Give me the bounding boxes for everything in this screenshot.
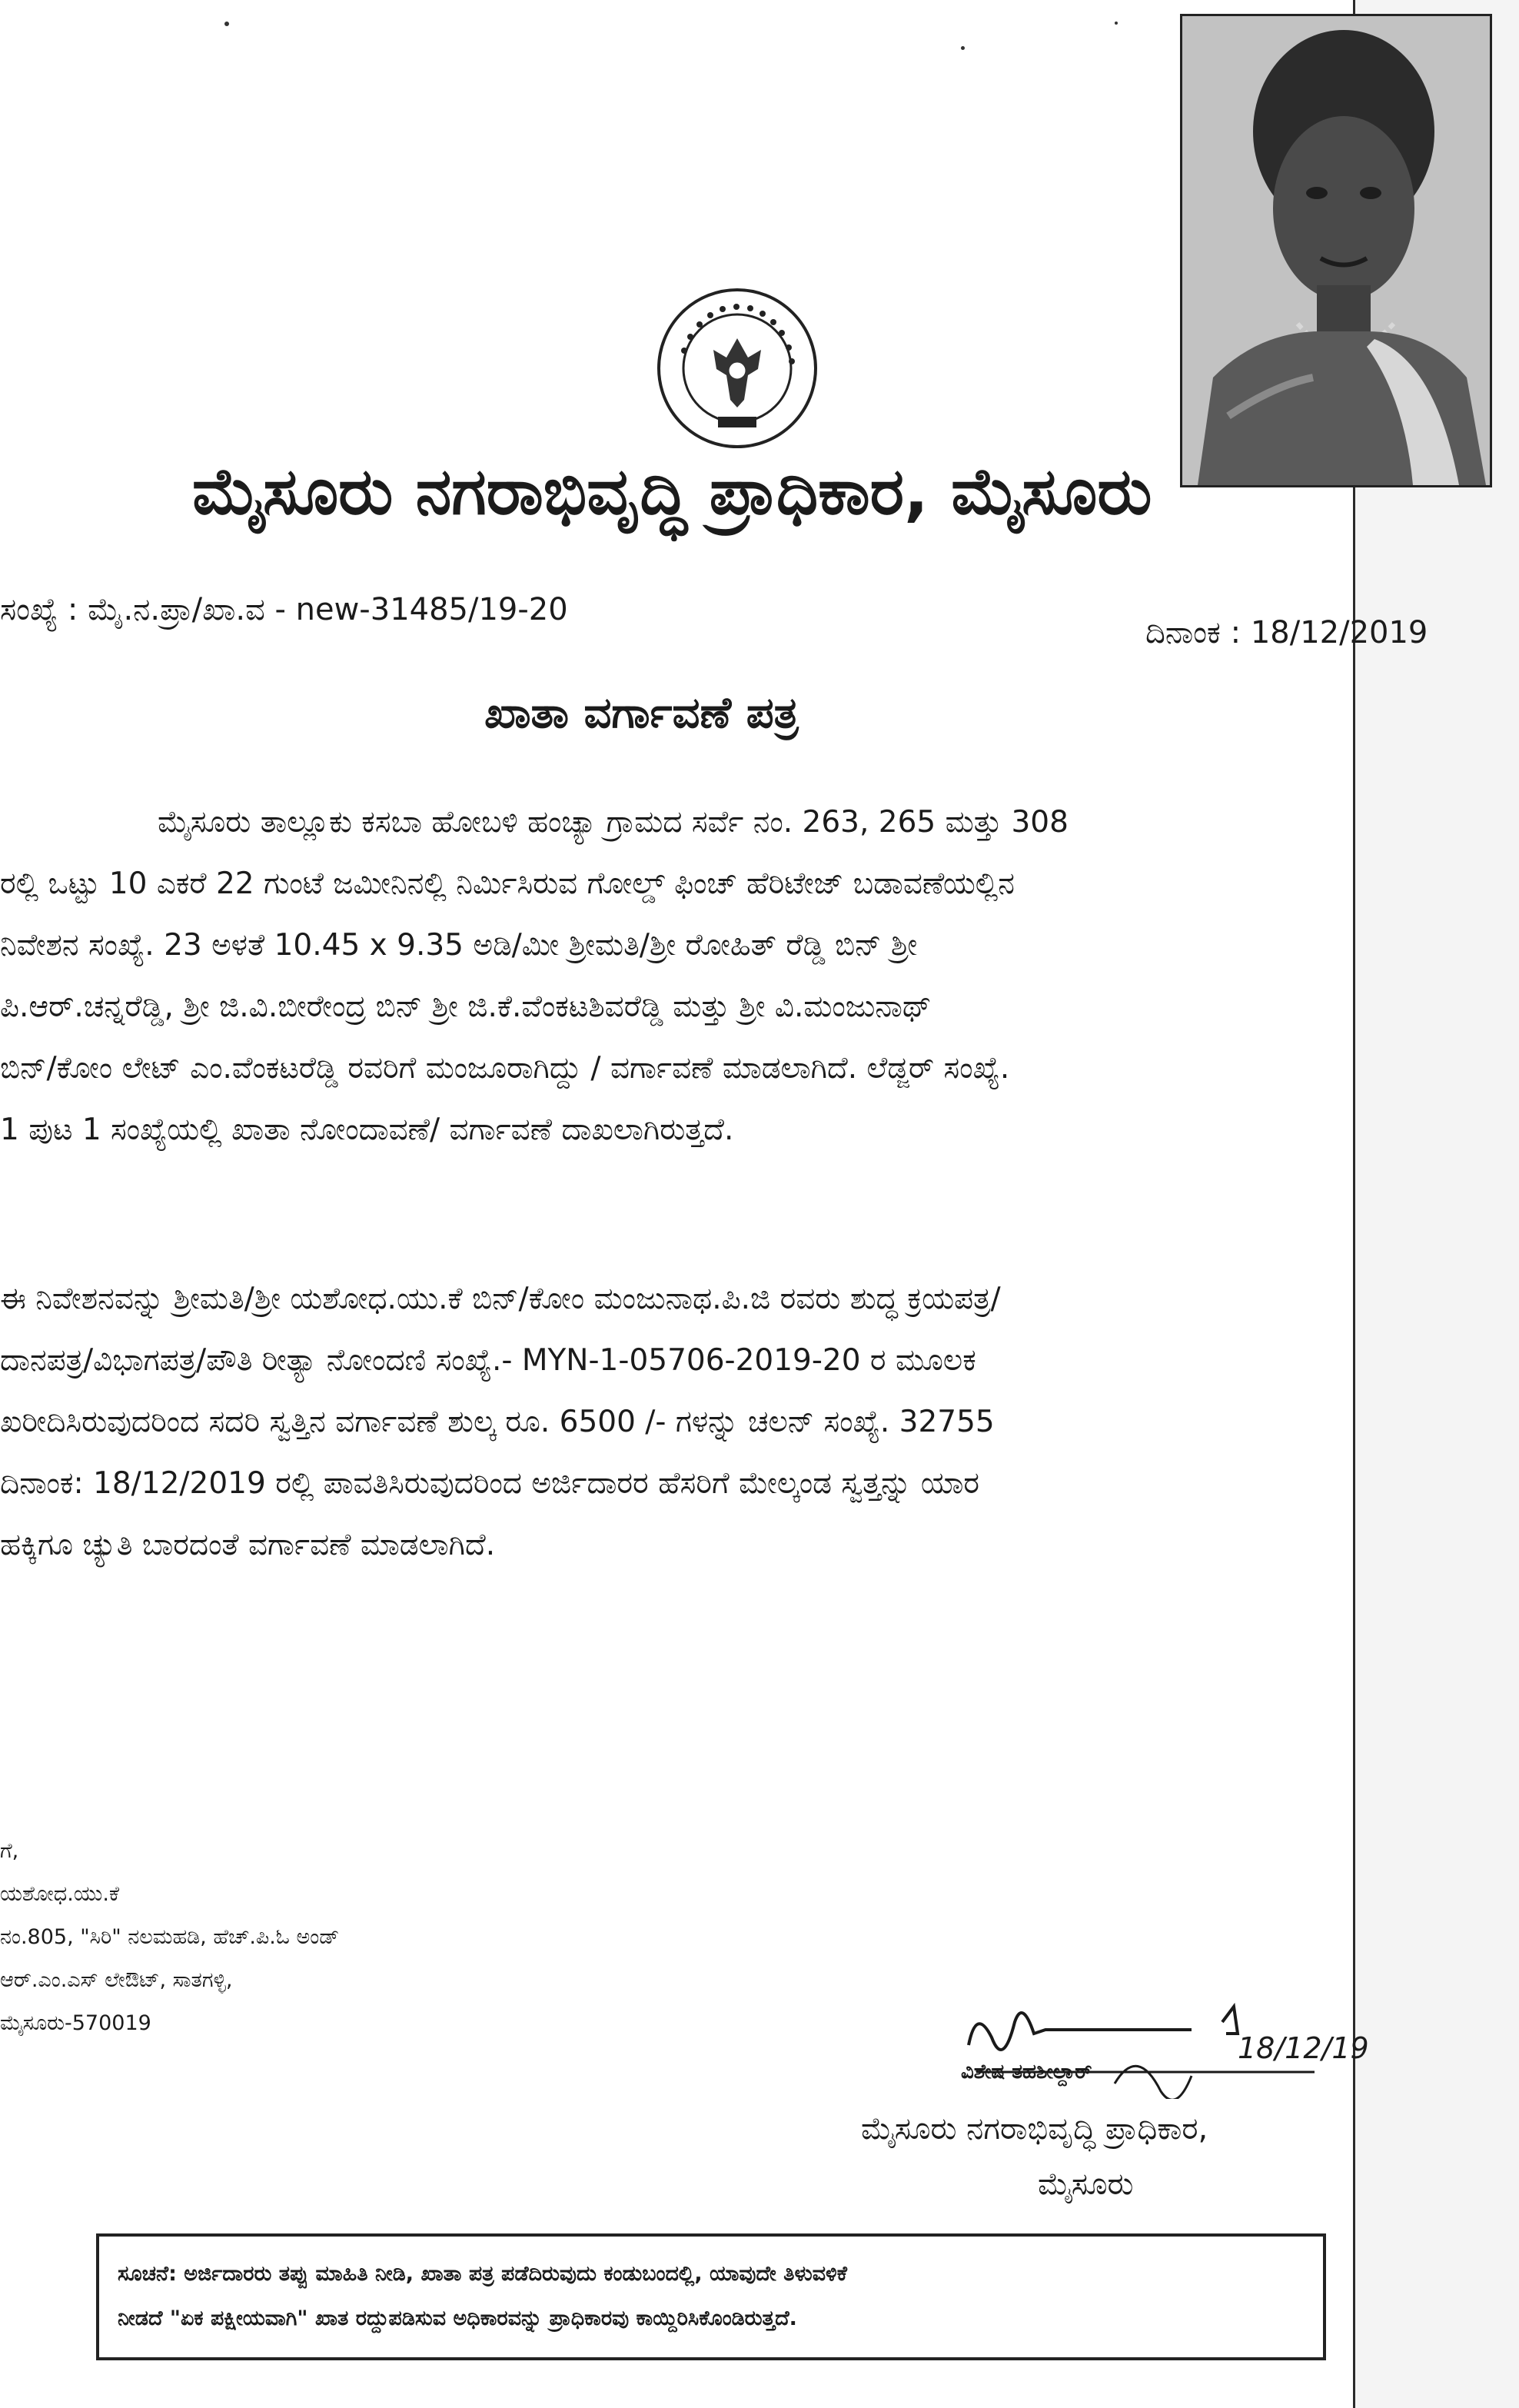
signatory-office: ಮೈಸೂರು ನಗರಾಭಿವೃದ್ಧಿ ಪ್ರಾಧಿಕಾರ, xyxy=(861,2111,1208,2147)
paragraph-line: ನಿವೇಶನ ಸಂಖ್ಯೆ. 23 ಅಳತೆ 10.45 x 9.35 ಅಡಿ/ಮೀ ಶ್ರೀಮತಿ/ಶ್ರೀ ರೋಹಿತ್ ರೆಡ್ಡಿ ಬಿನ್ ಶ್ರೀ xyxy=(0,928,918,963)
notice-box xyxy=(96,2233,1326,2360)
reference-number: ಸಂಖ್ಯೆ : ಮೈ.ನ.ಪ್ರಾ/ಖಾ.ವ - new-31485/19-20 xyxy=(0,592,568,627)
authority-name-heading: ಮೈಸೂರು ನಗರಾಭಿವೃದ್ಧಿ ಪ್ರಾಧಿಕಾರ, ಮೈಸೂರು xyxy=(192,454,1152,529)
notice-line: ನೀಡದೆ "ಏಕ ಪಕ್ಷೀಯವಾಗಿ" ಖಾತ ರದ್ದುಪಡಿಸುವ ಅಧಿಕಾರವನ್ನು ಪ್ರಾಧಿಕಾರವು ಕಾಯ್ದಿರಿಸಿಕೊಂಡಿರುತ್ತದೆ. xyxy=(118,2307,797,2330)
speck xyxy=(224,22,229,26)
paragraph-line: ಖರೀದಿಸಿರುವುದರಿಂದ ಸದರಿ ಸ್ವತ್ತಿನ ವರ್ಗಾವಣೆ ಶುಲ್ಕ ರೂ. 6500 /- ಗಳನ್ನು ಚಲನ್ ಸಂಖ್ಯೆ. 32755 xyxy=(0,1405,995,1439)
paragraph-line: ರಲ್ಲಿ ಒಟ್ಟು 10 ಎಕರೆ 22 ಗುಂಟೆ ಜಮೀನಿನಲ್ಲಿ ನಿರ್ಮಿಸಿರುವ ಗೋಲ್ಡ್ ಫಿಂಚ್ ಹೆರಿಟೇಜ್ ಬಡಾವಣೆಯಲ್ಲಿನ xyxy=(0,866,1015,901)
official-stamp: ವಿಶೇಷ ತಹಶೀಲ್ದಾರ್ xyxy=(961,2060,1092,2084)
signatory-city: ಮೈಸೂರು xyxy=(1038,2167,1134,2202)
address-line: ನಂ.805, "ಸಿರಿ" ನಲಮಹಡಿ, ಹೆಚ್.ಪಿ.ಓ ಅಂಡ್ xyxy=(0,1925,340,1949)
address-line: ಯಶೋಧ.ಯು.ಕೆ xyxy=(0,1882,120,1906)
authority-emblem xyxy=(653,284,821,452)
speck xyxy=(961,46,965,50)
signature-date: 18/12/19 xyxy=(1238,2031,1369,2065)
address-line: ಮೈಸೂರು-570019 xyxy=(0,2011,151,2035)
paragraph-line: ದಾನಪತ್ರ/ವಿಭಾಗಪತ್ರ/ಪೌತಿ ರೀತ್ಯಾ ನೋಂದಣಿ ಸಂಖ್ಯೆ.- MYN-1-05706-2019-20 ರ ಮೂಲಕ xyxy=(0,1343,976,1378)
paragraph-line: ದಿನಾಂಕ: 18/12/2019 ರಲ್ಲಿ ಪಾವತಿಸಿರುವುದರಿಂದ ಅರ್ಜಿದಾರರ ಹೆಸರಿಗೆ ಮೇಲ್ಕಂಡ ಸ್ವತ್ತನ್ನು ಯಾರ xyxy=(0,1466,979,1501)
paragraph-line: ಈ ನಿವೇಶನವನ್ನು ಶ್ರೀಮತಿ/ಶ್ರೀ ಯಶೋಧ.ಯು.ಕೆ ಬಿನ್/ಕೋಂ ಮಂಜುನಾಥ.ಪಿ.ಜಿ ರವರು ಶುದ್ಧ ಕ್ರಯಪತ್ರ/ xyxy=(0,1282,1001,1316)
address-line: ಗೆ, xyxy=(0,1839,19,1863)
signature-block xyxy=(853,1999,1438,2230)
paragraph-line: ಹಕ್ಕಿಗೂ ಚ್ಯುತಿ ಬಾರದಂತೆ ವರ್ಗಾವಣೆ ಮಾಡಲಾಗಿದೆ. xyxy=(0,1528,496,1562)
paragraph-line: 1 ಪುಟ 1 ಸಂಖ್ಯೆಯಲ್ಲಿ ಖಾತಾ ನೋಂದಾವಣೆ/ ವರ್ಗಾವಣೆ ದಾಖಲಾಗಿರುತ್ತದೆ. xyxy=(0,1113,734,1147)
address-line: ಆರ್.ಎಂ.ಎಸ್ ಲೇಔಟ್, ಸಾತಗಳ್ಳಿ, xyxy=(0,1968,233,1992)
paragraph-line: ಪಿ.ಆರ್.ಚನ್ನರೆಡ್ಡಿ, ಶ್ರೀ ಜಿ.ವಿ.ಬೀರೇಂದ್ರ ಬಿನ್ ಶ್ರೀ ಜಿ.ಕೆ.ವೆಂಕಟಶಿವರೆಡ್ಡಿ ಮತ್ತು ಶ್ರೀ ವಿ.ಮಂಜುನಾಥ್ xyxy=(0,989,932,1024)
issue-date: ದಿನಾಂಕ : 18/12/2019 xyxy=(1145,615,1428,650)
transfer-paragraph-2 xyxy=(0,1269,1001,1576)
paragraph-line: ಬಿನ್/ಕೋಂ ಲೇಟ್ ಎಂ.ವೆಂಕಟರೆಡ್ಡಿ ರವರಿಗೆ ಮಂಜೂರಾಗಿದ್ದು / ವರ್ಗಾವಣೆ ಮಾಡಲಾಗಿದೆ. ಲೆಡ್ಜರ್ ಸಂಖ್ಯೆ. xyxy=(0,1051,1010,1086)
applicant-photo xyxy=(1180,14,1492,487)
transfer-paragraph-1 xyxy=(0,792,1069,1161)
recipient-address xyxy=(0,1830,339,2045)
document-title: ಖಾತಾ ವರ್ಗಾವಣೆ ಪತ್ರ xyxy=(484,688,799,738)
notice-line: ಸೂಚನೆ: ಅರ್ಜಿದಾರರು ತಪ್ಪು ಮಾಹಿತಿ ನೀಡಿ, ಖಾತಾ ಪತ್ರ ಪಡೆದಿರುವುದು ಕಂಡುಬಂದಲ್ಲಿ, ಯಾವುದೇ ತಿಳುವಳಿಕೆ xyxy=(118,2262,847,2286)
speck xyxy=(1115,22,1118,25)
paragraph-line: ಮೈಸೂರು ತಾಲ್ಲೂಕು ಕಸಬಾ ಹೋಬಳಿ ಹಂಚ್ಯಾ ಗ್ರಾಮದ ಸರ್ವೆ ನಂ. 263, 265 ಮತ್ತು 308 xyxy=(158,805,1069,840)
